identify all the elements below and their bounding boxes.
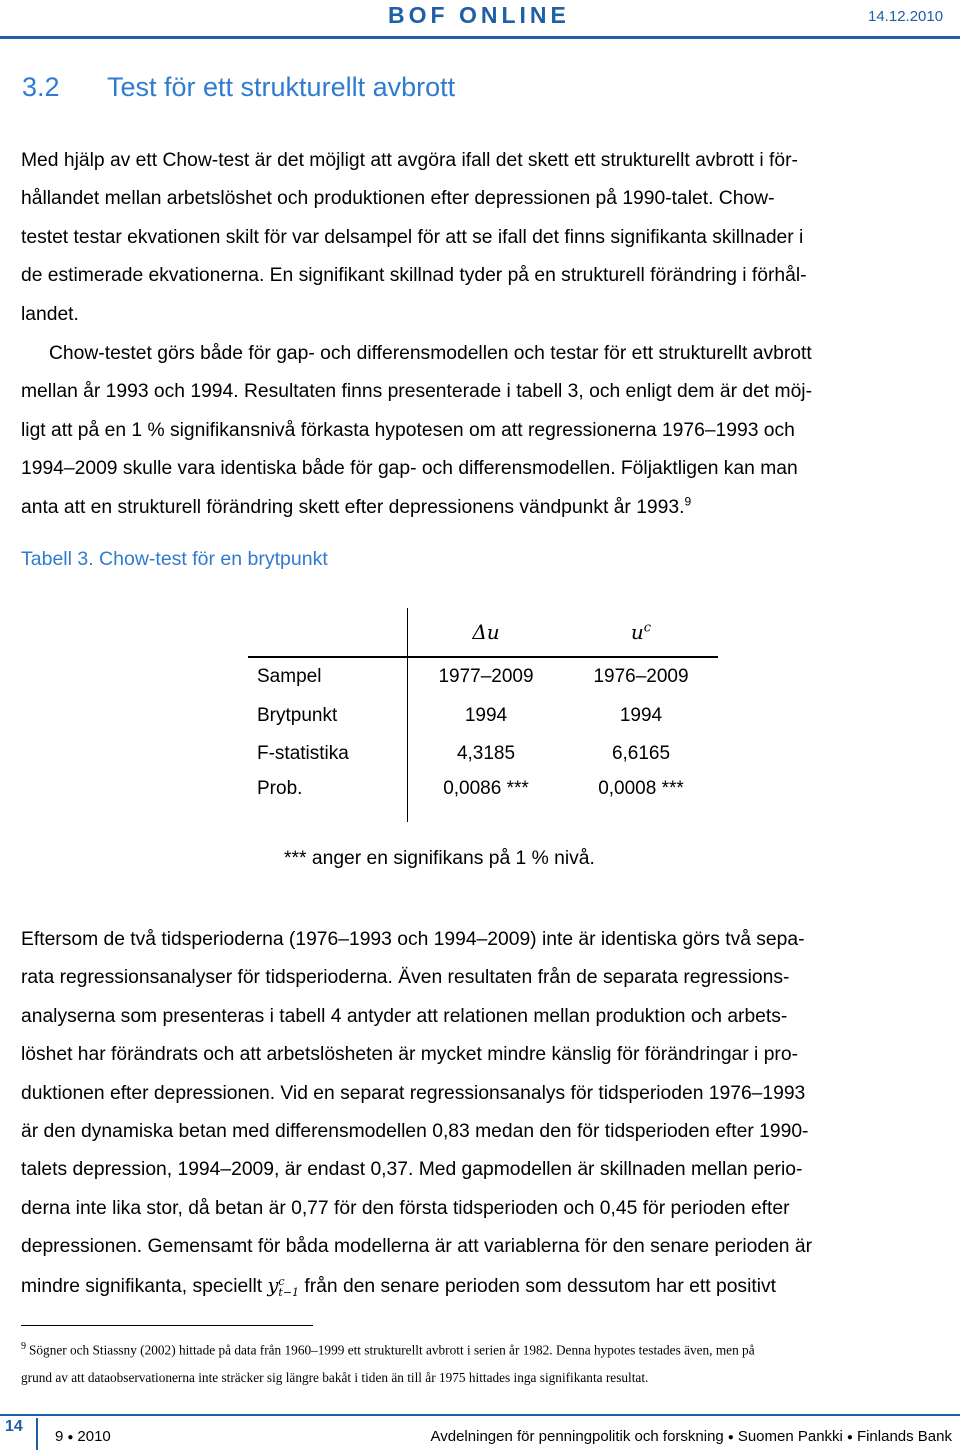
table-caption: Tabell 3. Chow-test för en brytpunkt xyxy=(21,548,328,570)
paragraph-line: talets depression, 1994–2009, är endast 0,37. Med gapmodellen är skillnaden mellan perio- xyxy=(21,1159,803,1181)
footnote-ref: 9 xyxy=(684,494,692,509)
header-title: BOF ONLINE xyxy=(388,2,570,28)
page-number: 14 xyxy=(5,1418,23,1435)
paragraph-line: löshet har förändrats och att arbetslösheten är mycket mindre känslig för förändringar i pro- xyxy=(21,1044,798,1066)
footer-issue xyxy=(55,1428,111,1445)
paragraph-line: duktionen efter depressionen. Vid en separat regressionsanalys för tidsperioden 1976–1993 xyxy=(21,1082,806,1104)
footnote xyxy=(21,1333,941,1392)
footnote-line xyxy=(21,1333,941,1364)
table-row xyxy=(248,774,718,822)
cell-u-c: 6,6165 xyxy=(611,743,671,765)
department-name: Avdelningen för penningpolitik och forskning xyxy=(430,1428,724,1445)
math-var-scripts xyxy=(278,1276,299,1298)
col-header-u-c xyxy=(564,608,718,657)
cell-delta-u: 1994 xyxy=(408,697,565,736)
line-after-var: från den senare perioden som dessutom har ett positivt xyxy=(299,1275,776,1297)
footnote-line: grund av att dataobservationerna inte sträcker sig längre bakåt i tiden än till år 1975 hittades inga signifikanta resultat. xyxy=(21,1370,649,1386)
paragraph-line xyxy=(21,1267,941,1306)
section-title: Test för ett strukturellt avbrott xyxy=(107,72,456,102)
issue-year: 2010 xyxy=(77,1428,111,1445)
footnote-rule xyxy=(21,1325,313,1326)
header-empty xyxy=(248,608,408,657)
cell-u-c: 1994 xyxy=(619,704,663,726)
bank-name-sv: Finlands Bank xyxy=(856,1428,952,1445)
paragraph-line xyxy=(21,489,941,527)
cell-delta-u: 0,0086 *** xyxy=(408,774,565,822)
paragraph-line: hållandet mellan arbetslöshet och produktionen efter depressionen på 1990-talet. Chow- xyxy=(21,188,775,210)
table-header-row xyxy=(248,608,718,657)
paragraph-1 xyxy=(21,142,941,334)
paragraph-line: depressionen. Gemensamt för båda modellerna är att variablerna för den senare perioden är xyxy=(21,1236,812,1258)
cell-u-c: 1976–2009 xyxy=(593,666,689,688)
col-header-u-sup: c xyxy=(643,620,652,636)
row-label: Prob. xyxy=(257,777,303,799)
paragraph-line: testet testar ekvationen skilt för var delsampel för att se ifall det finns signifikanta skillnader i xyxy=(21,226,804,248)
paragraph-line: de estimerade ekvationerna. En signifikant skillnad tyder på en strukturell förändring i förhål- xyxy=(21,265,807,287)
math-var-base: y xyxy=(267,1273,279,1297)
paragraph-3 xyxy=(21,921,941,1306)
issue-number: 9 xyxy=(55,1428,64,1445)
col-header-u-base: u xyxy=(630,620,644,644)
math-var-sub: t−1 xyxy=(278,1285,300,1299)
table-row xyxy=(248,657,718,697)
paragraph-line: 1994–2009 skulle vara identiska både för gap- och differensmodellen. Följaktligen kan man xyxy=(21,458,798,480)
footer-rule xyxy=(0,1414,960,1416)
col-header-delta-u: Δu xyxy=(408,608,565,657)
paragraph-line: ligt att på en 1 % signifikansnivå förkasta hypotesen om att regressionerna 1976–1993 och xyxy=(21,419,795,441)
row-label: Brytpunkt xyxy=(257,704,338,726)
table-note: *** anger en signifikans på 1 % nivå. xyxy=(284,848,595,869)
paragraph-line: mellan år 1993 och 1994. Resultaten finns presenterade i tabell 3, och enligt dem är det möj- xyxy=(21,381,813,403)
table-row xyxy=(248,735,718,774)
math-var-sup: c xyxy=(278,1274,285,1288)
footnote-number: 9 xyxy=(21,1341,26,1352)
bullet-icon: ● xyxy=(846,1431,853,1443)
paragraph-line: derna inte lika stor, då betan är 0,77 för den första tidsperioden och 0,45 för perioden efter xyxy=(21,1197,790,1219)
footer-divider xyxy=(36,1418,38,1450)
math-var xyxy=(268,1274,300,1297)
cell-delta-u: 4,3185 xyxy=(408,735,565,774)
bullet-icon: ● xyxy=(727,1431,734,1443)
footnote-text: Sögner och Stiassny (2002) hittade på data från 1960–1999 ett strukturellt avbrott i serien år 1982. Denna hypotes testades även, men på xyxy=(29,1342,755,1358)
paragraph-line: analyserna som presenteras i tabell 4 antyder att relationen mellan produktion och arbets- xyxy=(21,1005,788,1027)
line-before-var: mindre signifikanta, speciellt xyxy=(21,1275,268,1297)
cell-u-c: 0,0008 *** xyxy=(598,777,684,799)
footer-department xyxy=(431,1428,952,1445)
paragraph-line: rata regressionsanalyser för tidsperioderna. Även resultaten från de separata regressions- xyxy=(21,967,790,989)
paragraph-line: Chow-testet görs både för gap- och differensmodellen och testar för ett strukturellt avbrott xyxy=(49,343,812,364)
section-number: 3.2 xyxy=(22,72,60,102)
paragraph-line-text: anta att en strukturell förändring skett efter depressionens vändpunkt år 1993. xyxy=(21,496,685,518)
header-rule xyxy=(0,36,960,39)
row-label: F-statistika xyxy=(257,743,349,765)
paragraph-2 xyxy=(21,335,941,527)
paragraph-line: är den dynamiska betan med differensmodellen 0,83 medan den för tidsperioden efter 1990- xyxy=(21,1121,809,1143)
row-label: Sampel xyxy=(257,666,322,688)
paragraph-line: Med hjälp av ett Chow-test är det möjligt att avgöra ifall det skett ett strukturellt avbrott i för- xyxy=(21,150,798,171)
bullet-icon: ● xyxy=(67,1431,74,1443)
paragraph-line: Eftersom de två tidsperioderna (1976–1993 och 1994–2009) inte är identiska görs två sepa- xyxy=(21,929,805,950)
cell-delta-u: 1977–2009 xyxy=(408,657,565,697)
paragraph-line: landet. xyxy=(21,303,79,325)
bank-name-fi: Suomen Pankki xyxy=(737,1428,843,1445)
results-table xyxy=(248,608,718,822)
header-date: 14.12.2010 xyxy=(868,8,944,25)
table-row xyxy=(248,697,718,736)
section-heading xyxy=(22,72,455,103)
